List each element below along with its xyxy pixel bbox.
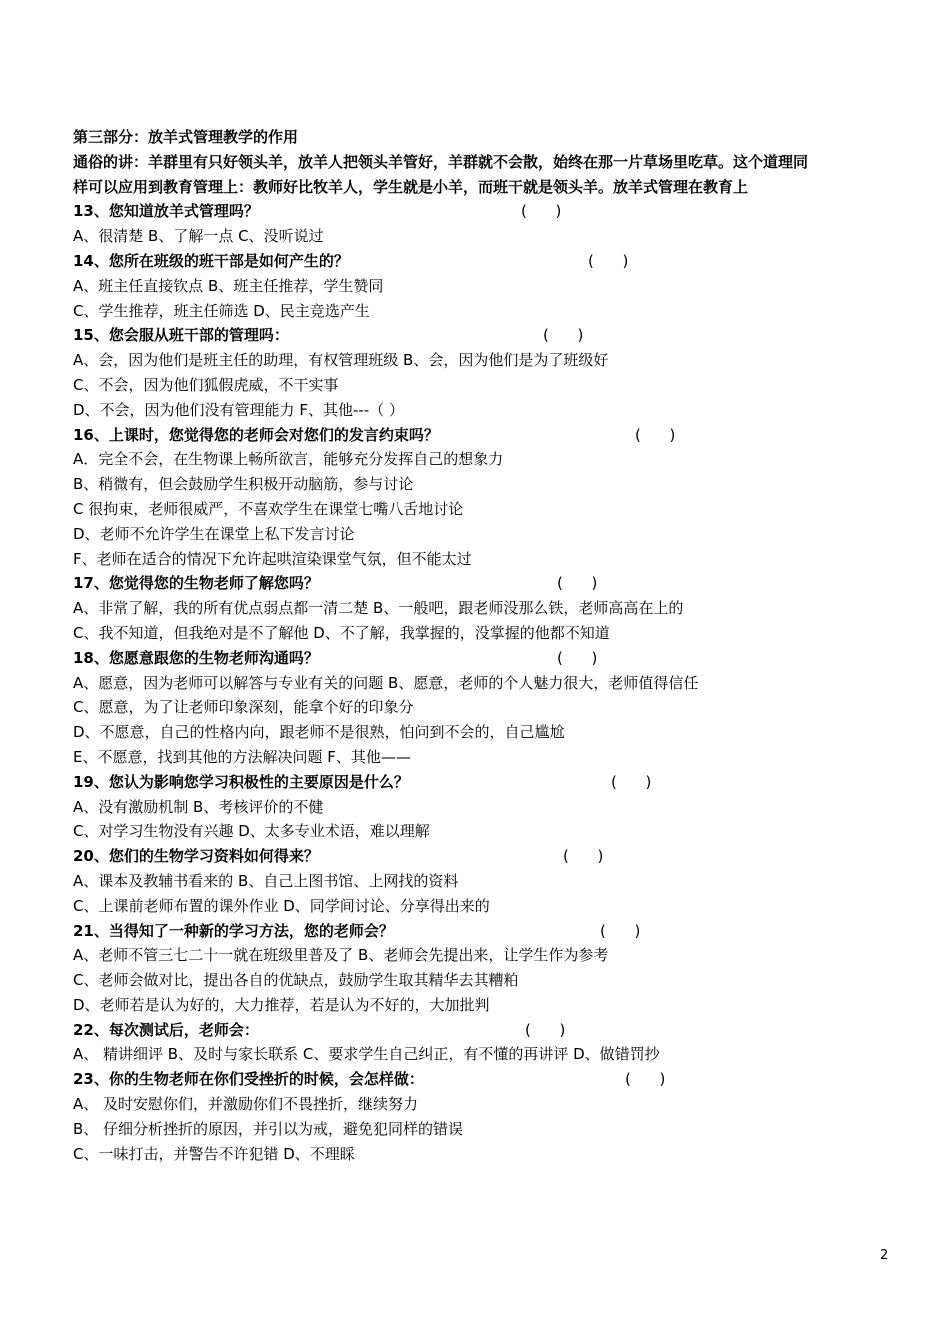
question-option: B、稍微有，但会鼓励学生积极开动脑筋，参与讨论: [73, 475, 414, 494]
question-title: 13、您知道放羊式管理吗？: [73, 202, 259, 221]
answer-paren: ( ): [525, 1020, 566, 1039]
question-option: D、不愿意，自己的性格内向，跟老师不是很熟，怕问到不会的，自己尴尬: [73, 723, 565, 742]
answer-paren: ( ): [611, 772, 652, 791]
question-17: [73, 571, 903, 596]
question-option: A、非常了解，我的所有优点弱点都一清二楚 B、一般吧，跟老师没那么铁，老师高高在上的: [73, 599, 684, 618]
question-option: C 很拘束，老师很威严，不喜欢学生在课堂七嘴八舌地讨论: [73, 499, 464, 518]
question-title: 15、您会服从班干部的管理吗：: [73, 326, 289, 345]
question-option: C、愿意，为了让老师印象深刻，能拿个好的印象分: [73, 698, 414, 717]
question-option: D、老师不允许学生在课堂上私下发言讨论: [73, 524, 355, 543]
question-option: E、不愿意，找到其他的方法解决问题 F、其他——: [73, 747, 411, 766]
answer-paren: ( ): [588, 251, 629, 270]
section-title: 第三部分：放羊式管理教学的作用: [73, 128, 299, 146]
answer-paren: ( ): [600, 921, 641, 940]
question-14: [73, 249, 903, 274]
question-option: A、老师不管三七二十一就在班级里普及了 B、老师会先提出来，让学生作为参考: [73, 946, 609, 965]
question-option: F、老师在适合的情况下允许起哄渲染课堂气氛，但不能太过: [73, 549, 472, 568]
answer-paren: ( ): [625, 1070, 666, 1089]
question-option: C、我不知道，但我绝对是不了解他 D、不了解，我掌握的，没掌握的他都不知道: [73, 623, 610, 642]
question-option: B、 仔细分析挫折的原因，并引以为戒，避免犯同样的错误: [73, 1119, 464, 1138]
answer-paren: ( ): [557, 574, 598, 593]
page-number: 2: [880, 1248, 889, 1263]
intro-line-1: 通俗的讲：羊群里有只好领头羊，放羊人把领头羊管好，羊群就不会散，始终在那一片草场里吃草。这个道理同: [73, 152, 809, 171]
answer-paren: ( ): [563, 847, 604, 866]
question-15: [73, 323, 903, 348]
question-18: [73, 646, 903, 671]
question-19: [73, 770, 903, 795]
question-option: C、上课前老师布置的课外作业 D、同学间讨论、分享得出来的: [73, 896, 490, 915]
question-title: 22、每次测试后，老师会：: [73, 1020, 259, 1039]
question-22: [73, 1018, 903, 1043]
question-title: 19、您认为影响您学习积极性的主要原因是什么？: [73, 772, 409, 791]
question-23: [73, 1067, 903, 1092]
document-page: [73, 125, 903, 1166]
answer-paren: ( ): [557, 648, 598, 667]
question-option: C、学生推荐，班主任筛选 D、民主竞选产生: [73, 301, 370, 320]
question-title: 17、您觉得您的生物老师了解您吗？: [73, 574, 319, 593]
question-option: C、不会，因为他们狐假虎威，不干实事: [73, 375, 339, 394]
question-title: 18、您愿意跟您的生物老师沟通吗？: [73, 648, 319, 667]
question-option: A、课本及教辅书看来的 B、自己上图书馆、上网找的资料: [73, 871, 459, 890]
question-option: C、一味打击，并警告不许犯错 D、不理睬: [73, 1144, 355, 1163]
question-option: C、老师会做对比，提出各自的优缺点，鼓励学生取其精华去其糟粕: [73, 971, 519, 990]
question-option: A、很清楚 B、了解一点 C、没听说过: [73, 227, 324, 246]
question-option: C、对学习生物没有兴趣 D、太多专业术语，难以理解: [73, 822, 430, 841]
answer-paren: ( ): [543, 326, 584, 345]
question-title: 23、你的生物老师在你们受挫折的时候，会怎样做：: [73, 1070, 424, 1089]
question-option: A、班主任直接钦点 B、班主任推荐，学生赞同: [73, 276, 384, 295]
question-option: A、 精讲细评 B、及时与家长联系 C、要求学生自己纠正，有不懂的再讲评 D、做错罚抄: [73, 1045, 660, 1064]
question-13: [73, 199, 903, 224]
answer-paren: ( ): [635, 425, 676, 444]
question-20: [73, 844, 903, 869]
question-title: 20、您们的生物学习资料如何得来？: [73, 847, 319, 866]
question-option: A、 及时安慰你们，并激励你们不畏挫折，继续努力: [73, 1095, 419, 1114]
intro-line-2: 样可以应用到教育管理上：教师好比牧羊人，学生就是小羊，而班干就是领头羊。放羊式管理在教育上: [73, 177, 749, 196]
question-title: 16、上课时，您觉得您的老师会对您们的发言约束吗？: [73, 425, 439, 444]
question-title: 21、当得知了一种新的学习方法，您的老师会？: [73, 921, 394, 940]
question-option: A、没有激励机制 B、考核评价的不健: [73, 797, 324, 816]
question-option: D、不会，因为他们没有管理能力 F、其他---（ ）: [73, 400, 404, 419]
answer-paren: ( ): [521, 202, 562, 221]
question-option: A、愿意，因为老师可以解答与专业有关的问题 B、愿意，老师的个人魅力很大，老师值得信任: [73, 673, 699, 692]
question-option: D、老师若是认为好的，大力推荐，若是认为不好的，大加批判: [73, 995, 490, 1014]
question-option: A．完全不会，在生物课上畅所欲言，能够充分发挥自己的想象力: [73, 450, 504, 469]
question-21: [73, 919, 903, 944]
question-option: A、会，因为他们是班主任的助理，有权管理班级 B、会，因为他们是为了班级好: [73, 351, 609, 370]
question-title: 14、您所在班级的班干部是如何产生的？: [73, 251, 349, 270]
question-16: [73, 423, 903, 448]
